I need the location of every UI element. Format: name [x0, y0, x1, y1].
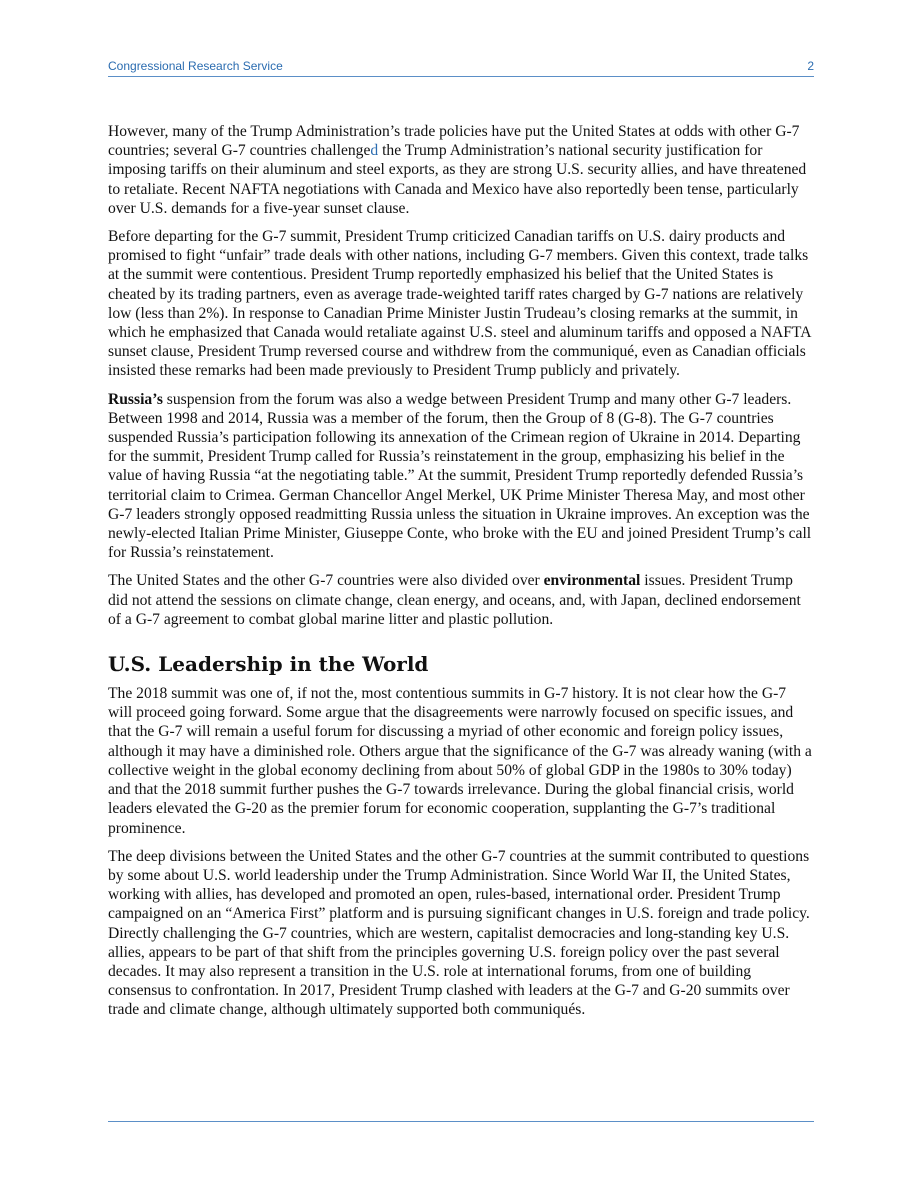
page-number: 2 — [807, 59, 814, 73]
paragraph-trade-policies — [108, 122, 814, 218]
page-header — [108, 58, 814, 77]
paragraph-text: The United States and the other G-7 countries were also divided over — [108, 572, 544, 590]
hyperlink[interactable]: d — [370, 142, 379, 160]
paragraph-us-leadership: The deep divisions between the United States and the other G-7 countries at the summit contributed to questions by some about U.S. world leadership under the Trump Administration. Since World War II, the United States, working with allies, has developed and promoted an open, rules-based, international order. President Trump campaigned on an “America First” platform and is pursuing significant changes in U.S. foreign and trade policy. Directly challenging the G-7 countries, which are western, capitalist democracies and long-standing key U.S. allies, appears to be part of that shift from the principles governing U.S. foreign policy over the past several decades. It may also represent a transition in the U.S. role at international forums, from one of building consensus to confrontation. In 2017, President Trump clashed with leaders at the G-7 and G-20 summits over trade and climate change, although ultimately supported both communiqués. — [108, 847, 810, 1019]
paragraph-text: suspension from the forum was also a wedge between President Trump and many other G-7 leaders. Between 1998 and 2014, Russia was a member of the forum, then the Group of 8 (G-8). The G-7 countries suspended Russia’s participation following its annexation of the Crimean region of Ukraine in 2014. Departing for the summit, President Trump called for Russia’s reinstatement in the group, emphasizing his belief in the value of having Russia “at the negotiating table.” At the summit, President Trump reportedly defended Russia’s territorial claim to Crimea. German Chancellor Angel Merkel, UK Prime Minister Theresa May, and most other G-7 leaders strongly opposed readmitting Russia unless the situation in Ukraine improves. An exception was the newly-elected Italian Prime Minister, Giuseppe Conte, who broke with the EU and joined President Trump’s call for Russia’s reinstatement. — [108, 390, 812, 562]
paragraph-russia — [108, 390, 814, 563]
section-heading: U.S. Leadership in the World — [108, 652, 429, 677]
bold-term: environmental — [543, 572, 641, 590]
paragraph-text: However, many of the Trump Administration’s trade policies have put the United States at odds with other G-7 countries; several G-7 countries challenge — [108, 123, 800, 160]
paragraph-contentious-summit: The 2018 summit was one of, if not the, most contentious summits in G-7 history. It is not clear how the G-7 will proceed going forward. Some argue that the disagreements were narrowly focused on specific issues, and that the G-7 will remain a useful forum for discussing a myriad of other economic and foreign policy issues, although it may have a diminished role. Others argue that the significance of the G-7 was already waning (with a collective weight in the global economy declining from about 50% of global GDP in the 1980s to 30% today) and that the 2018 summit further pushes the G-7 towards irrelevance. During the global financial crisis, world leaders elevated the G-20 as the premier forum for economic cooperation, supplanting the G-7’s traditional prominence. — [108, 685, 812, 837]
paragraph-text: the Trump Administration’s national security justification for imposing tariffs on their aluminum and steel exports, as they are strong U.S. security allies, and have threatened to retaliate. Recent NAFTA negotiations with Canada and Mexico have also reportedly been tense, particularly over U.S. demands for a five-year sunset clause. — [108, 142, 807, 217]
footer-divider — [108, 1121, 814, 1122]
bold-lead-term: Russia’s — [108, 390, 163, 408]
organization-name: Congressional Research Service — [108, 59, 283, 73]
paragraph-environmental — [108, 571, 814, 629]
paragraph-text: issues. President Trump did not attend the sessions on climate change, clean energy, and oceans, and, with Japan, declined endorsement of a G-7 agreement to combat global marine litter and plastic pollution. — [108, 572, 801, 628]
paragraph-canadian-tariffs: Before departing for the G-7 summit, President Trump criticized Canadian tariffs on U.S. dairy products and promised to fight “unfair” trade deals with other nations, including G-7 members. Given this context, trade talks at the summit were contentious. President Trump reportedly emphasized his belief that the United States is cheated by its trading partners, even as average trade-weighted tariff rates charged by G-7 nations are relatively low (less than 2%). In response to Canadian Prime Minister Justin Trudeau’s closing remarks at the summit, in which he emphasized that Canada would retaliate against U.S. steel and aluminum tariffs and opposed a NAFTA sunset clause, President Trump reversed course and withdrew from the communiqué, even as Canadian officials insisted these remarks had been made previously to President Trump publicly and privately. — [108, 228, 811, 380]
page-body — [108, 122, 814, 1029]
